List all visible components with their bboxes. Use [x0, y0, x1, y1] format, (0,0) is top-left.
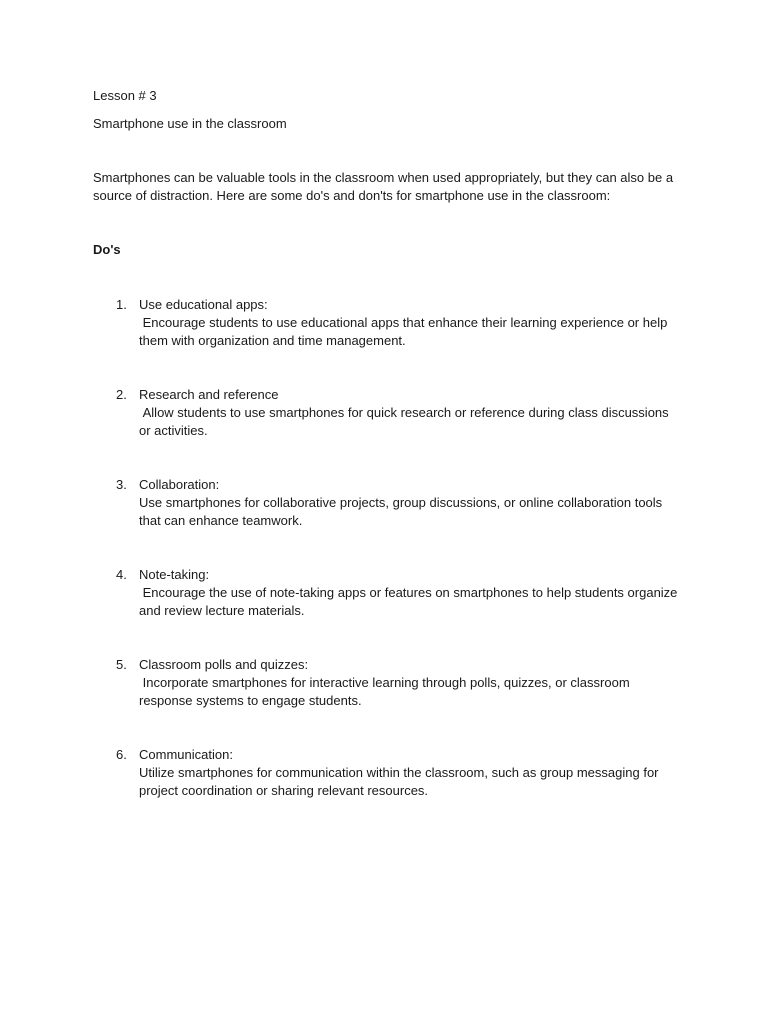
item-description: Allow students to use smartphones for quick research or reference during class discussions or activities. — [139, 405, 673, 438]
item-title: Communication: — [139, 747, 233, 762]
item-description: Encourage the use of note-taking apps or features on smartphones to help students organize and review lecture materials. — [139, 585, 682, 618]
lesson-title: Smartphone use in the classroom — [93, 116, 287, 131]
item-description: Encourage students to use educational apps that enhance their learning experience or help them with organization and time management. — [139, 315, 671, 348]
item-title: Classroom polls and quizzes: — [139, 657, 309, 672]
item-title: Collaboration: — [139, 477, 220, 492]
item-number: 2. — [116, 387, 127, 402]
item-number: 5. — [116, 657, 127, 672]
item-title: Use educational apps: — [139, 297, 268, 312]
item-description: Use smartphones for collaborative projects, group discussions, or online collaboration tools that can enhance teamwork. — [139, 495, 666, 528]
item-number: 4. — [116, 567, 127, 582]
item-title: Research and reference — [139, 387, 279, 402]
item-title: Note-taking: — [139, 567, 210, 582]
item-number: 1. — [116, 297, 127, 312]
item-number: 6. — [116, 747, 127, 762]
item-number: 3. — [116, 477, 127, 492]
dos-heading: Do's — [93, 242, 121, 257]
item-description: Utilize smartphones for communication within the classroom, such as group messaging for project coordination or sharing relevant resources. — [139, 765, 663, 798]
lesson-number: Lesson # 3 — [93, 88, 157, 103]
item-description: Incorporate smartphones for interactive learning through polls, quizzes, or classroom response systems to engage students. — [139, 675, 634, 708]
intro-paragraph: Smartphones can be valuable tools in the classroom when used appropriately, but they can also be a source of distraction. Here are some do's and don'ts for smartphone use in the classroom: — [93, 170, 674, 203]
